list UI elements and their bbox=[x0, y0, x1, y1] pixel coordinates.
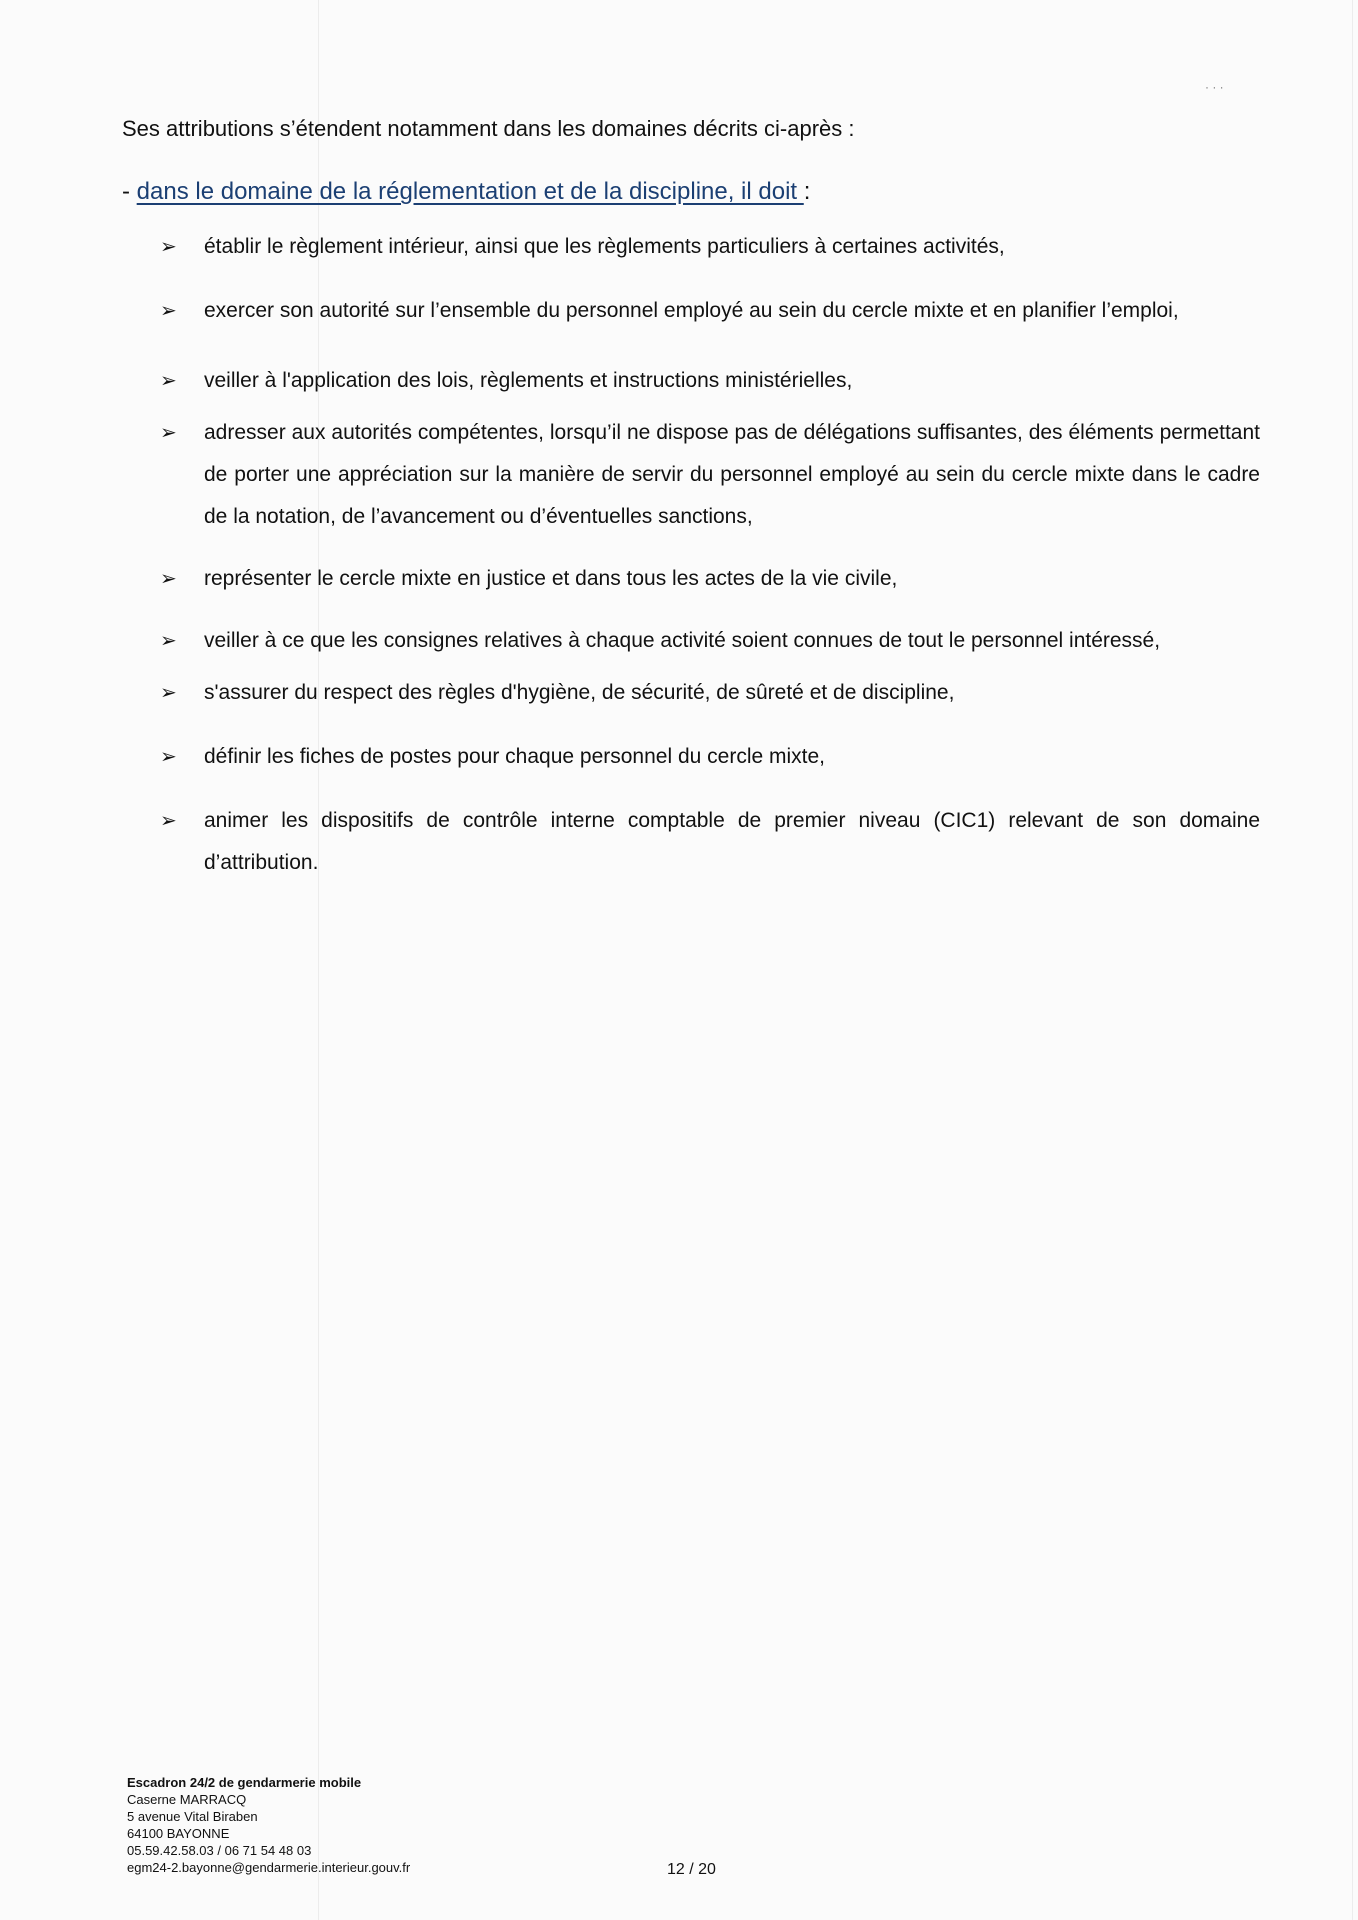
footer-email: egm24-2.bayonne@gendarmerie.interieur.gouv.fr bbox=[127, 1860, 411, 1875]
list-item-text: animer les dispositifs de contrôle interne comptable de premier niveau (CIC1) relevant de son domaine d’attribution. bbox=[204, 809, 1260, 874]
duties-list bbox=[160, 226, 1260, 884]
list-item bbox=[160, 672, 1260, 714]
section-heading-text: dans le domaine de la réglementation et de la discipline, il doit bbox=[136, 178, 804, 205]
list-item bbox=[160, 360, 1260, 402]
intro-paragraph: Ses attributions s’étendent notamment dans les domaines décrits ci-après : bbox=[122, 116, 855, 141]
section-colon: : bbox=[803, 178, 811, 205]
list-item-text: exercer son autorité sur l’ensemble du personnel employé au sein du cercle mixte et en planifier l’emploi, bbox=[204, 299, 1179, 322]
arrow-bullet-icon: ➢ bbox=[160, 682, 177, 704]
scan-speck: · · · bbox=[1205, 80, 1224, 94]
list-item-text: veiller à ce que les consignes relatives à chaque activité soient connues de tout le personnel intéressé, bbox=[204, 629, 1161, 652]
footer-address bbox=[127, 1774, 410, 1876]
list-item-text: représenter le cercle mixte en justice et dans tous les actes de la vie civile, bbox=[204, 567, 898, 590]
arrow-bullet-icon: ➢ bbox=[160, 630, 177, 652]
list-item bbox=[160, 558, 1260, 600]
arrow-bullet-icon: ➢ bbox=[160, 300, 177, 322]
footer-city: 64100 BAYONNE bbox=[127, 1826, 230, 1841]
list-item bbox=[160, 800, 1260, 884]
arrow-bullet-icon: ➢ bbox=[160, 370, 177, 392]
arrow-bullet-icon: ➢ bbox=[160, 746, 177, 768]
list-item bbox=[160, 226, 1260, 268]
list-item-text: adresser aux autorités compétentes, lorsqu’il ne dispose pas de délégations suffisantes, des éléments permettant de porter une appréciation sur la manière de servir du personnel employé au sein du cercle mixte dans le cadre de la notation, de l’avancement ou d’éventuelles sanctions, bbox=[204, 421, 1260, 528]
page-number: 12 / 20 bbox=[667, 1861, 716, 1878]
footer-phones: 05.59.42.58.03 / 06 71 54 48 03 bbox=[127, 1843, 312, 1858]
list-item bbox=[160, 736, 1260, 778]
list-item-text: s'assurer du respect des règles d'hygiène, de sécurité, de sûreté et de discipline, bbox=[204, 681, 955, 704]
footer-street: 5 avenue Vital Biraben bbox=[127, 1809, 258, 1824]
list-item bbox=[160, 412, 1260, 538]
list-item-text: définir les fiches de postes pour chaque personnel du cercle mixte, bbox=[204, 745, 826, 768]
arrow-bullet-icon: ➢ bbox=[160, 568, 177, 590]
arrow-bullet-icon: ➢ bbox=[160, 810, 177, 832]
footer-unit: Escadron 24/2 de gendarmerie mobile bbox=[127, 1775, 362, 1790]
list-item-text: établir le règlement intérieur, ainsi que les règlements particuliers à certaines activités, bbox=[204, 235, 1005, 258]
list-item-text: veiller à l'application des lois, règlements et instructions ministérielles, bbox=[204, 369, 853, 392]
arrow-bullet-icon: ➢ bbox=[160, 236, 177, 258]
list-item bbox=[160, 290, 1260, 332]
arrow-bullet-icon: ➢ bbox=[160, 422, 177, 444]
section-heading bbox=[122, 176, 810, 208]
section-dash: - bbox=[122, 178, 137, 205]
list-item bbox=[160, 620, 1260, 662]
scan-edge-line bbox=[1352, 0, 1353, 1920]
footer-barracks: Caserne MARRACQ bbox=[127, 1792, 247, 1807]
